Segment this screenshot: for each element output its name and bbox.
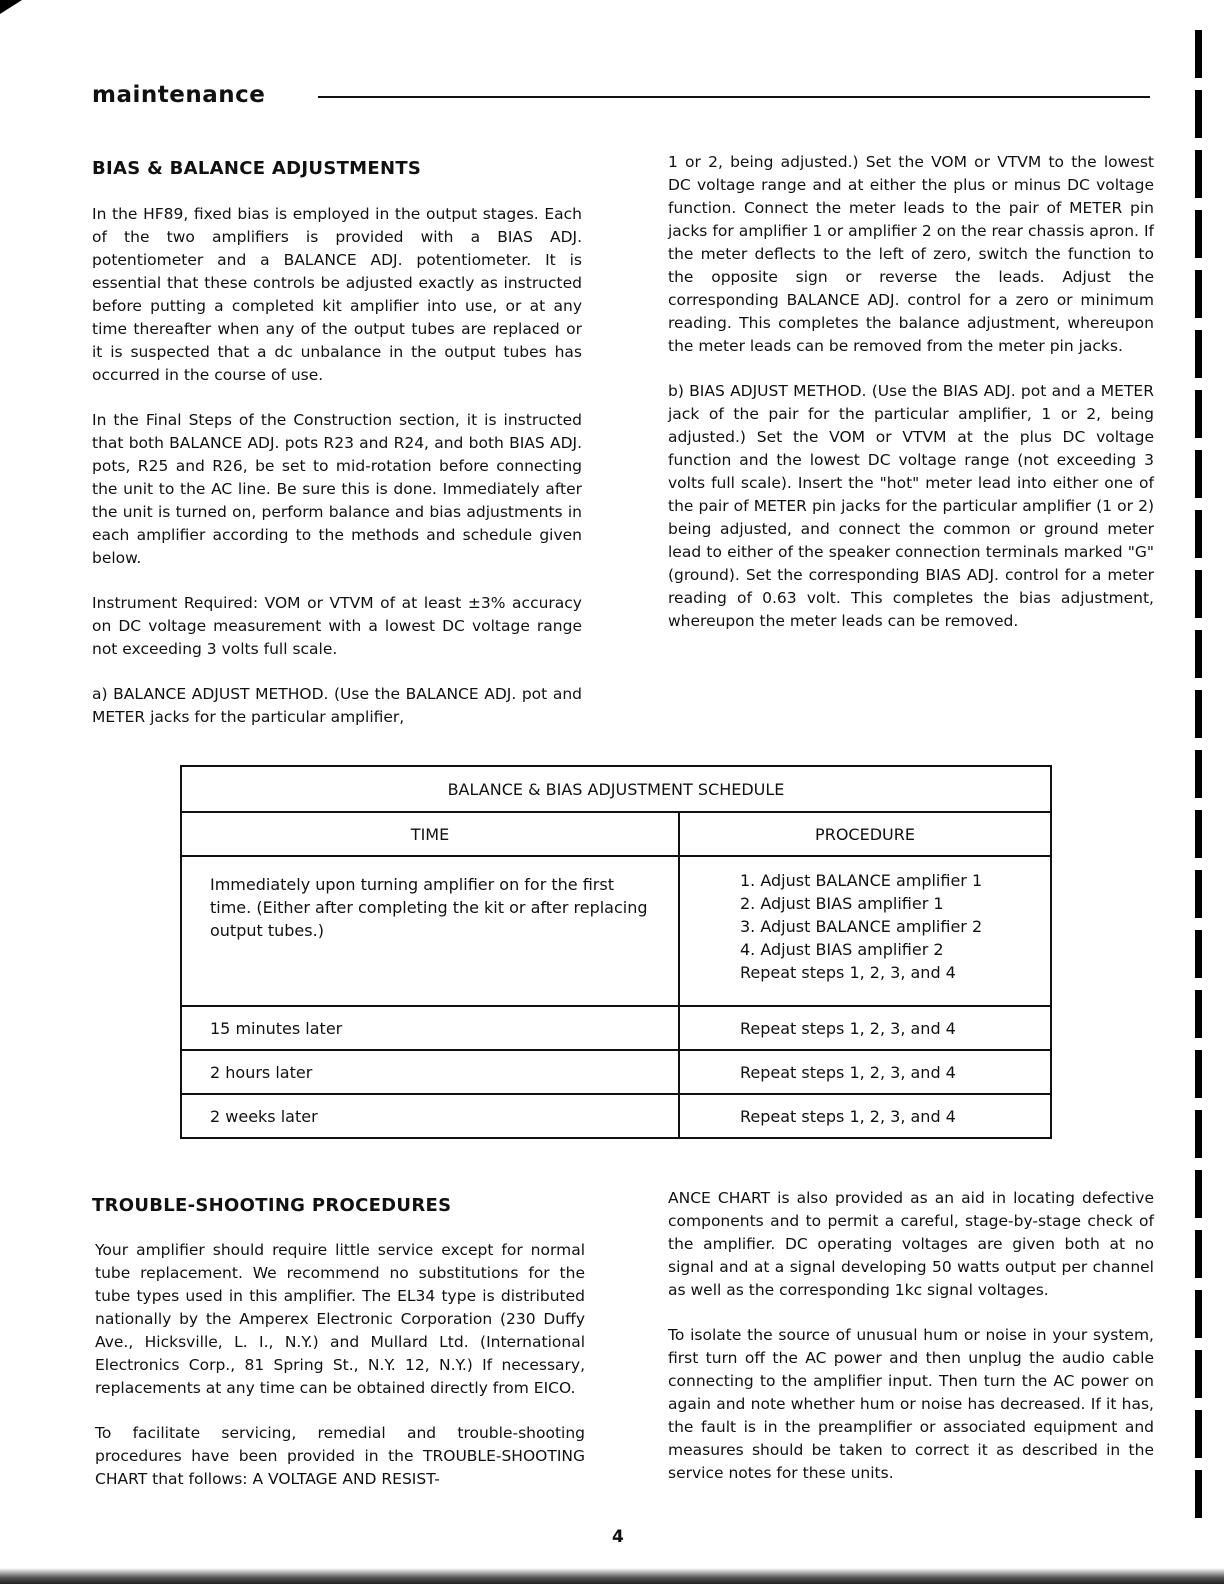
procedure-cell: Repeat steps 1, 2, 3, and 4: [679, 1050, 1051, 1094]
paragraph: In the HF89, fixed bias is employed in the output stages. Each of the two amplifiers is provided with a BIAS ADJ. potentiometer and a BALANCE ADJ. potentiometer. It is essential that these controls be adjusted exactly as instructed before putting a completed kit amplifier into use, or at any time thereafter when any of the output tubes are replaced or it is suspected that a dc unbalance in the output tubes has occurred in the course of use.: [92, 205, 582, 384]
scan-corner-mark: [0, 0, 22, 14]
time-cell: 2 hours later: [181, 1050, 679, 1094]
adjustment-schedule-table: [180, 765, 1052, 1139]
column-header-time: TIME: [181, 812, 679, 856]
paragraph: In the Final Steps of the Construction section, it is instructed that both BALANCE ADJ. pots R23 and R24, and both BIAS ADJ. pots, R25 and R26, be set to mid-rotation before connecting the unit to the AC line. Be sure this is done. Immediately after the unit is turned on, perform balance and bias adjustments in each amplifier according to the methods and schedule given below.: [92, 411, 582, 567]
paragraph: b) BIAS ADJUST METHOD. (Use the BIAS ADJ. pot and a METER jack of the pair for the particular amplifier, 1 or 2, being adjusted.) Set the VOM or VTVM at the plus DC voltage function and the lowest DC voltage range (not exceeding 3 volts full scale). Insert the "hot" meter lead into either one of the pair of METER pin jacks for the particular amplifier (1 or 2) being adjusted, and connect the common or ground meter lead to either of the speaker connection terminals marked "G" (ground). Set the corresponding BIAS ADJ. control for a meter reading of 0.63 volt. This completes the bias adjustment, whereupon the meter leads can be removed.: [668, 382, 1154, 630]
troubleshooting-left-column: [95, 1239, 585, 1491]
table-row: [181, 1006, 1051, 1050]
procedure-step: 4. Adjust BIAS amplifier 2: [740, 940, 944, 959]
table-row: [181, 1094, 1051, 1138]
troubleshooting-right-column: [668, 1187, 1154, 1485]
paragraph: a) BALANCE ADJUST METHOD. (Use the BALANCE ADJ. pot and METER jacks for the particular amplifier,: [92, 685, 582, 726]
time-cell: 2 weeks later: [181, 1094, 679, 1138]
table-caption: BALANCE & BIAS ADJUSTMENT SCHEDULE: [181, 766, 1051, 812]
paragraph: To isolate the source of unusual hum or noise in your system, first turn off the AC power and then unplug the audio cable connecting to the amplifier input. Then turn the AC power on again and note whether hum or noise has decreased. If it has, the fault is in the preamplifier or associated equipment and measures should be taken to correct it as described in the service notes for these units.: [668, 1326, 1154, 1482]
procedure-step: Repeat steps 1, 2, 3, and 4: [740, 963, 956, 982]
paragraph: ANCE CHART is also provided as an aid in locating defective components and to permit a careful, stage-by-stage check of the amplifier. DC operating voltages are given both at no signal and at a signal developing 50 watts output per channel as well as the corresponding 1kc signal voltages.: [668, 1189, 1154, 1299]
paragraph: Instrument Required: VOM or VTVM of at least ±3% accuracy on DC voltage measurement with a lowest DC voltage range not exceeding 3 volts full scale.: [92, 594, 582, 658]
header-rule: [318, 96, 1150, 98]
troubleshooting-heading: TROUBLE-SHOOTING PROCEDURES: [92, 1195, 452, 1216]
bias-balance-right-column: [668, 151, 1154, 633]
time-cell: 15 minutes later: [181, 1006, 679, 1050]
time-cell: Immediately upon turning amplifier on for the first time. (Either after completing the kit or after replacing output tubes.): [181, 856, 679, 1006]
procedure-step: 3. Adjust BALANCE amplifier 2: [740, 917, 983, 936]
bias-balance-left-column: [92, 203, 582, 729]
binding-edge: [1195, 30, 1202, 1520]
column-header-procedure: PROCEDURE: [679, 812, 1051, 856]
procedure-step: 1. Adjust BALANCE amplifier 1: [740, 871, 983, 890]
table-row: [181, 856, 1051, 1006]
paragraph: Your amplifier should require little service except for normal tube replacement. We recommend no substitutions for the tube types used in this amplifier. The EL34 type is distributed nationally by the Amperex Electronic Corporation (230 Duffy Ave., Hicksville, L. I., N.Y.) and Mullard Ltd. (International Electronics Corp., 81 Spring St., N.Y. 12, N.Y.) If necessary, replacements at any time can be obtained directly from EICO.: [95, 1241, 585, 1397]
bias-balance-heading: BIAS & BALANCE ADJUSTMENTS: [92, 158, 422, 179]
scan-bottom-edge: [0, 1568, 1224, 1584]
procedure-cell: Repeat steps 1, 2, 3, and 4: [679, 1094, 1051, 1138]
procedure-step: 2. Adjust BIAS amplifier 1: [740, 894, 944, 913]
paragraph: To facilitate servicing, remedial and trouble-shooting procedures have been provided in the TROUBLE-SHOOTING CHART that follows: A VOLTAGE AND RESIST-: [95, 1424, 585, 1488]
procedure-cell: [679, 856, 1051, 1006]
section-header: maintenance: [92, 82, 266, 108]
table-row: [181, 1050, 1051, 1094]
procedure-cell: Repeat steps 1, 2, 3, and 4: [679, 1006, 1051, 1050]
page-number: 4: [612, 1527, 624, 1547]
paragraph: 1 or 2, being adjusted.) Set the VOM or VTVM to the lowest DC voltage range and at either the plus or minus DC voltage function. Connect the meter leads to the pair of METER pin jacks for amplifier 1 or amplifier 2 on the rear chassis apron. If the meter deflects to the left of zero, switch the function to the opposite sign or reverse the leads. Adjust the corresponding BALANCE ADJ. control for a zero or minimum reading. This completes the balance adjustment, whereupon the meter leads can be removed from the meter pin jacks.: [668, 153, 1154, 355]
